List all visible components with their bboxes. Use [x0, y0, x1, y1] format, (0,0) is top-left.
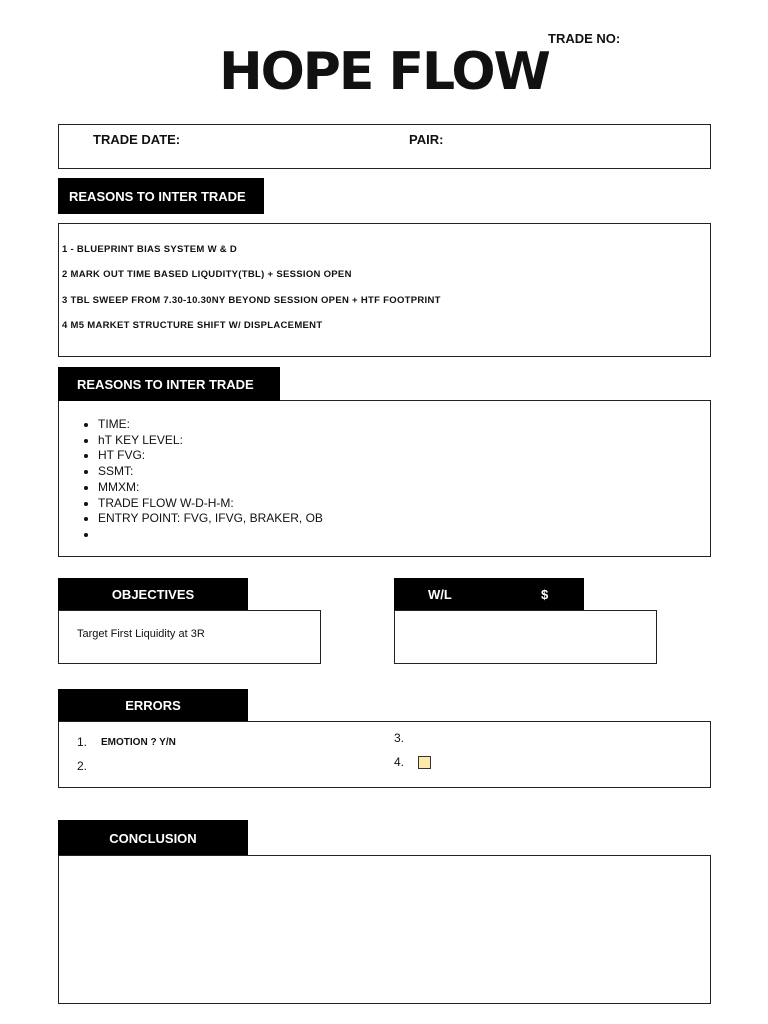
checklist-item-empty: [98, 527, 678, 543]
checklist-item-ssmt: • SSMT:: [98, 464, 678, 480]
errors-box: [58, 721, 711, 788]
reasons-tab: [58, 178, 264, 214]
objectives-tab: [58, 578, 248, 611]
page-title: HOPE FLOW: [219, 42, 549, 102]
errors-tab: [58, 689, 248, 722]
reason-line-4: 4 M5 MARKET STRUCTURE SHIFT W/ DISPLACEMENT: [62, 320, 323, 331]
wl-box: [394, 610, 657, 664]
error-1-text: EMOTION ? Y/N: [101, 737, 176, 748]
pair-label: PAIR:: [409, 132, 444, 147]
wl-tab: [394, 578, 584, 611]
conclusion-tab-label: CONCLUSION: [109, 830, 197, 846]
checklist-item-entry-point: • ENTRY POINT: FVG, IFVG, BRAKER, OB: [98, 511, 678, 527]
objectives-tab-label: OBJECTIVES: [111, 587, 195, 602]
checklist-item-key-level: • hT KEY LEVEL:: [98, 433, 678, 449]
checklist-item-ht-fvg: • HT FVG:: [98, 448, 678, 464]
checklist-tab: [58, 367, 280, 401]
wl-currency: $: [541, 587, 549, 602]
error-2-number: 2.: [77, 759, 88, 773]
objectives-text: Target First Liquidity at 3R: [77, 628, 205, 640]
trade-date-label: TRADE DATE:: [93, 132, 181, 147]
error-4-checkbox[interactable]: [418, 756, 431, 769]
checklist-tab-label: REASONS TO INTER TRADE: [77, 376, 254, 392]
error-4-number: 4.: [394, 755, 405, 769]
checklist-item-mmxm: • MMXM:: [98, 480, 678, 496]
errors-tab-label: ERRORS: [125, 698, 181, 713]
reason-line-1: 1 - BLUEPRINT BIAS SYSTEM W & D: [62, 244, 238, 255]
reason-line-3: 3 TBL SWEEP FROM 7.30-10.30NY BEYOND SESSION OPEN + HTF FOOTPRINT: [62, 295, 441, 306]
error-3-number: 3.: [394, 731, 405, 745]
wl-tab-label: W/L: [428, 587, 452, 602]
trade-no-label: TRADE NO:: [548, 31, 621, 46]
conclusion-tab: [58, 820, 248, 856]
reason-line-2: 2 MARK OUT TIME BASED LIQUDITY(TBL) + SESSION OPEN: [62, 269, 352, 280]
error-1-number: 1.: [77, 735, 88, 749]
checklist-item-time: • TIME:: [98, 417, 678, 433]
conclusion-box[interactable]: [58, 855, 711, 1004]
reasons-tab-label: REASONS TO INTER TRADE: [69, 188, 246, 204]
checklist: [58, 417, 678, 543]
checklist-item-trade-flow: • TRADE FLOW W-D-H-M:: [98, 496, 678, 512]
